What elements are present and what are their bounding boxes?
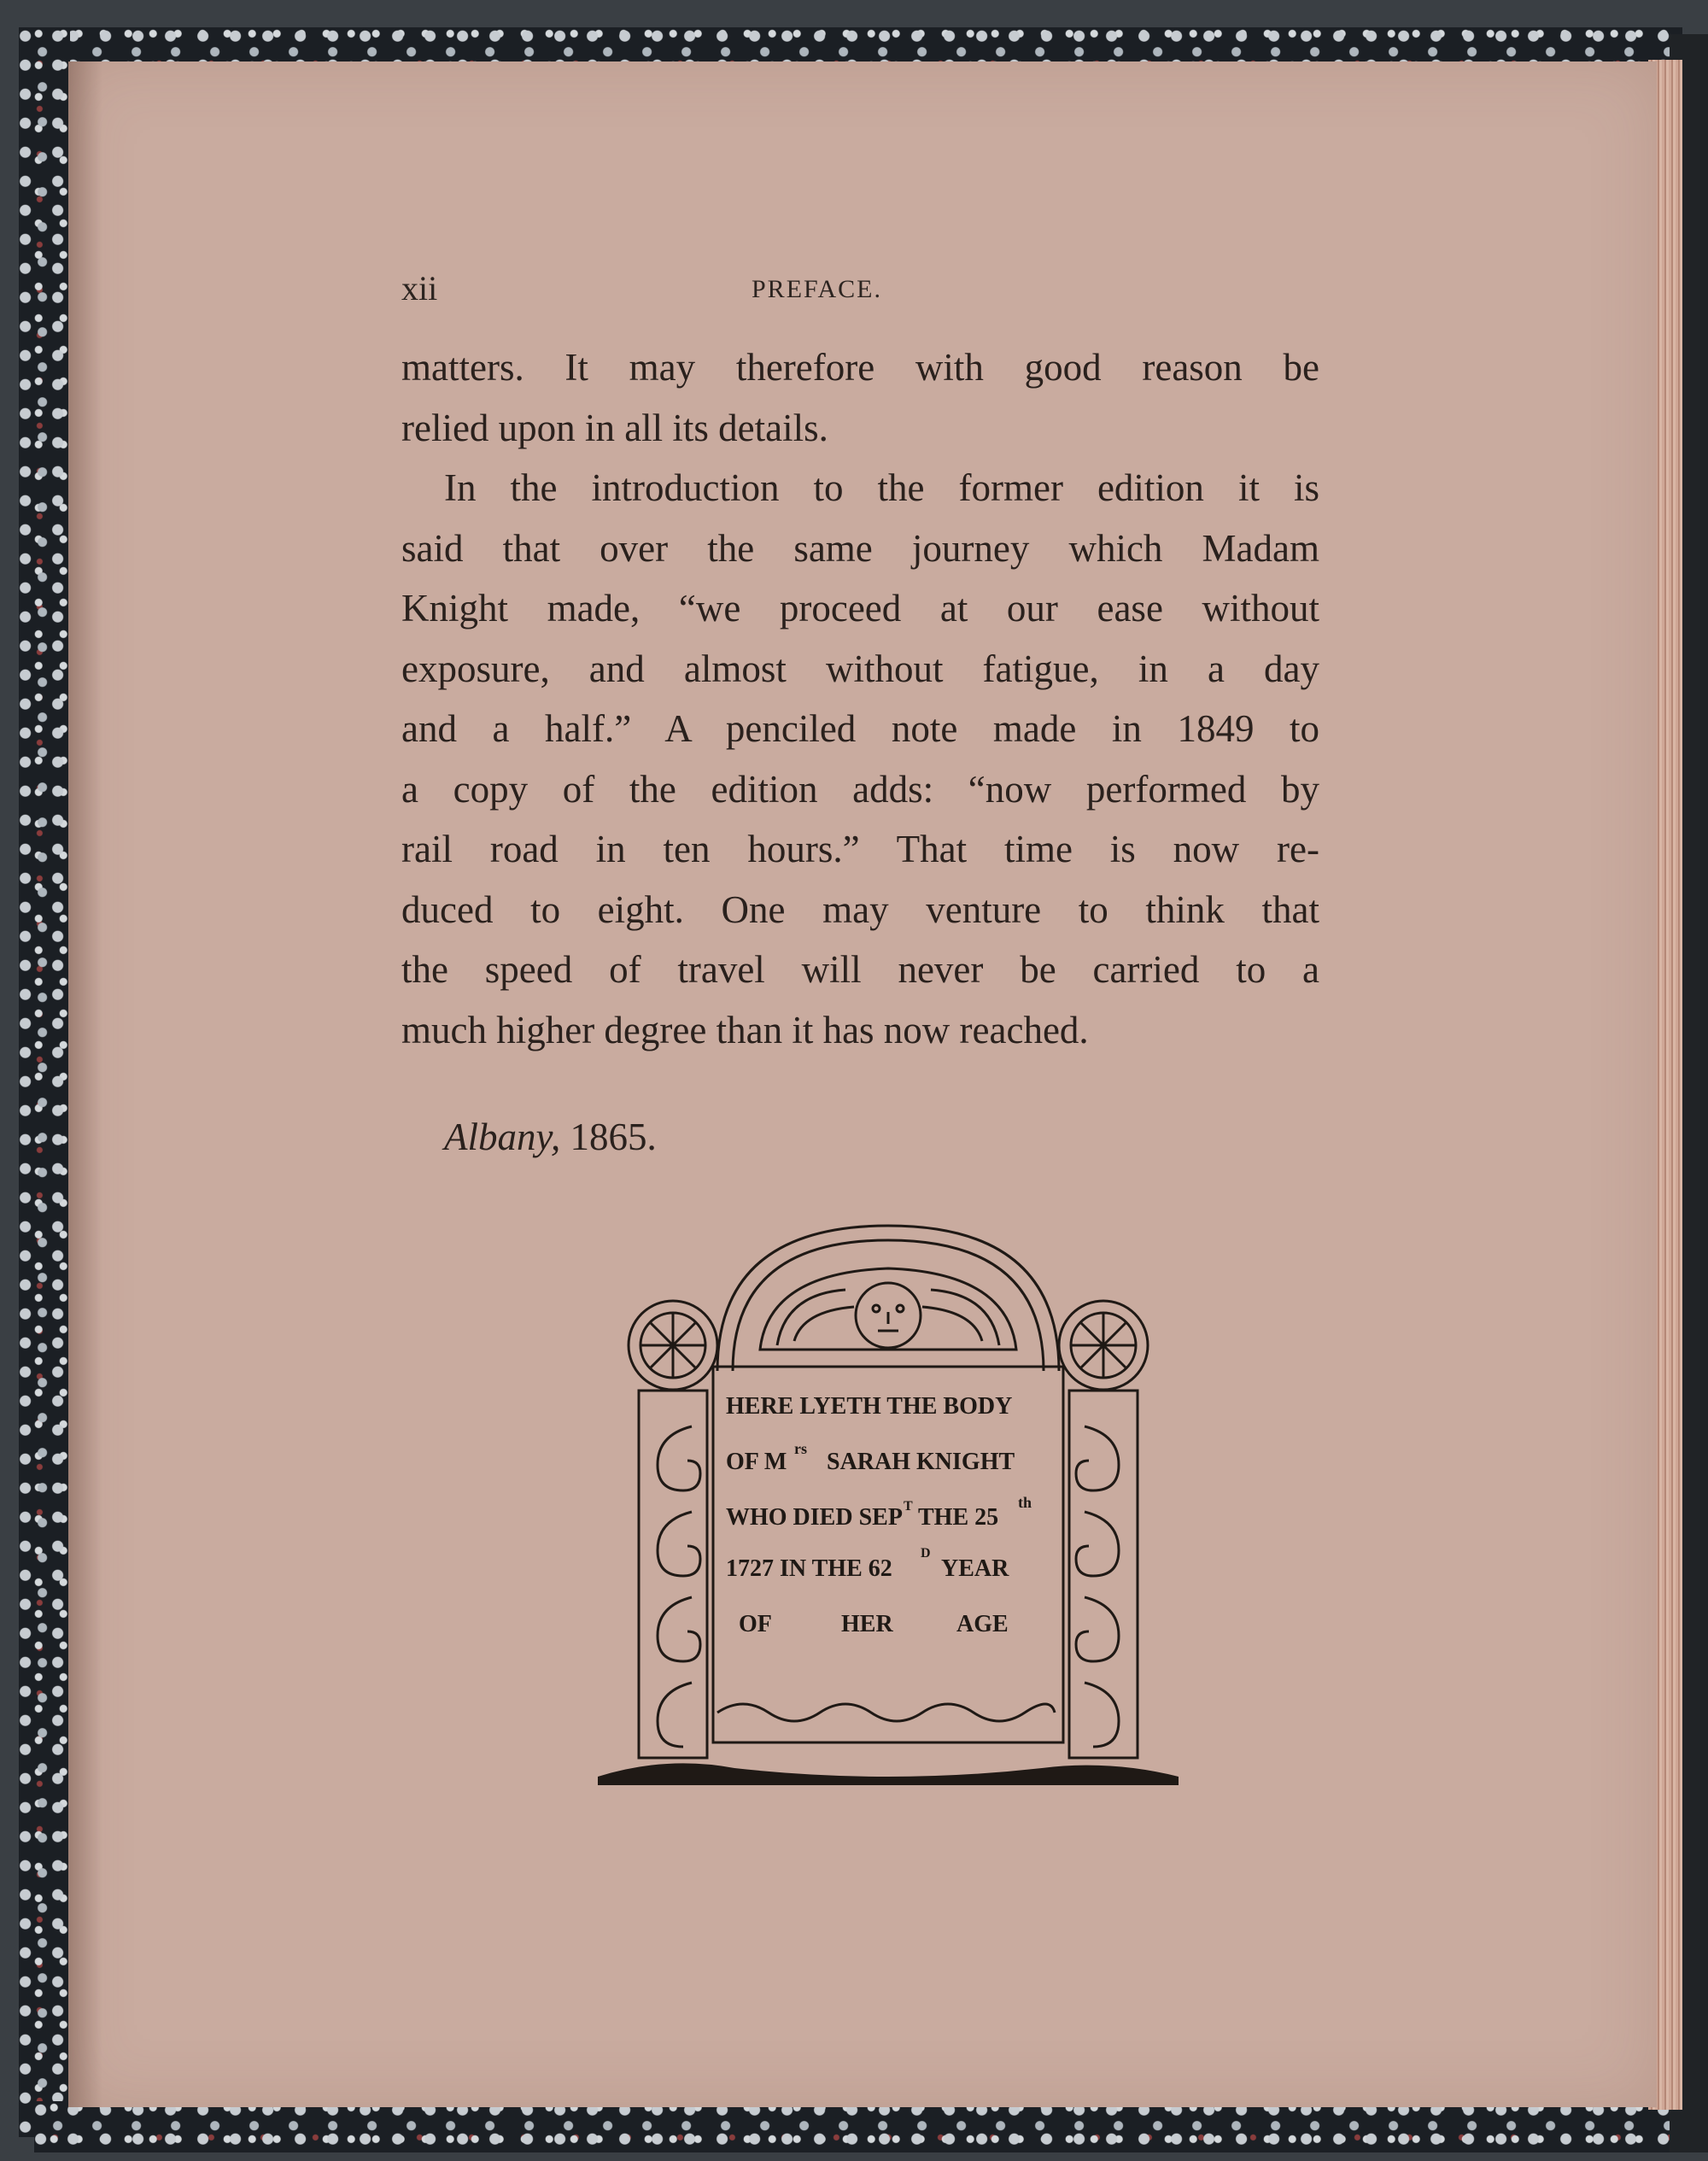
inscription-line-3b: THE 25	[918, 1504, 999, 1531]
inscription-line-3-sup2: th	[1018, 1494, 1032, 1511]
gravestone-illustration	[598, 1221, 1179, 1802]
paragraph-2	[401, 458, 1319, 1060]
inscription-line-3-sup1: T	[904, 1499, 913, 1514]
inscription-line-5c: AGE	[956, 1611, 1009, 1637]
running-head	[401, 265, 1319, 316]
text-line: much higher degree than it has now reached.	[401, 1008, 1089, 1051]
inscription-line-5a: OF	[739, 1611, 772, 1637]
inscription-line-1: HERE LYETH THE BODY	[726, 1393, 1013, 1420]
inscription-line-4a: 1727 IN THE 62	[726, 1555, 892, 1582]
text-line: Knight made, “we proceed at our ease without	[401, 587, 1319, 630]
text-line: said that over the same journey which Madam	[401, 526, 1319, 570]
signoff-place: Albany,	[444, 1116, 561, 1158]
signoff-year: 1865.	[570, 1116, 657, 1158]
inscription-line-3a: WHO DIED SEP	[726, 1504, 903, 1531]
marbled-edge-bottom	[34, 2101, 1682, 2152]
section-title: PREFACE.	[752, 275, 882, 303]
text-line: a copy of the edition adds: “now performed by	[401, 767, 1319, 811]
signoff	[444, 1115, 657, 1159]
text-line: and a half.” A penciled note made in 1849 to	[401, 707, 1319, 750]
inscription-line-4b: YEAR	[941, 1555, 1009, 1582]
text-line: exposure, and almost without fatigue, in a day	[401, 647, 1319, 690]
text-line: matters. It may therefore with good reason be	[401, 346, 1319, 389]
inscription-line-4-sup: D	[921, 1546, 931, 1561]
text-line: the speed of travel will never be carried to a	[401, 948, 1319, 991]
inscription-line-2a: OF M	[726, 1449, 787, 1475]
text-line: duced to eight. One may venture to think that	[401, 887, 1319, 931]
inscription-line-2b: SARAH KNIGHT	[827, 1449, 1015, 1475]
text-line: relied upon in all its details.	[401, 406, 828, 449]
text-line: rail road in ten hours.” That time is now re-	[401, 828, 1319, 870]
body-text	[401, 337, 1319, 1060]
page-number: xii	[401, 269, 438, 307]
inscription-line-2-sup: rs	[794, 1440, 807, 1457]
text-line: In the introduction to the former edition it is	[444, 466, 1319, 509]
marbled-edge-top	[34, 27, 1682, 63]
paragraph-1	[401, 337, 1319, 458]
marbled-edge-left	[19, 27, 70, 2137]
inscription-line-5b: HER	[841, 1611, 893, 1637]
